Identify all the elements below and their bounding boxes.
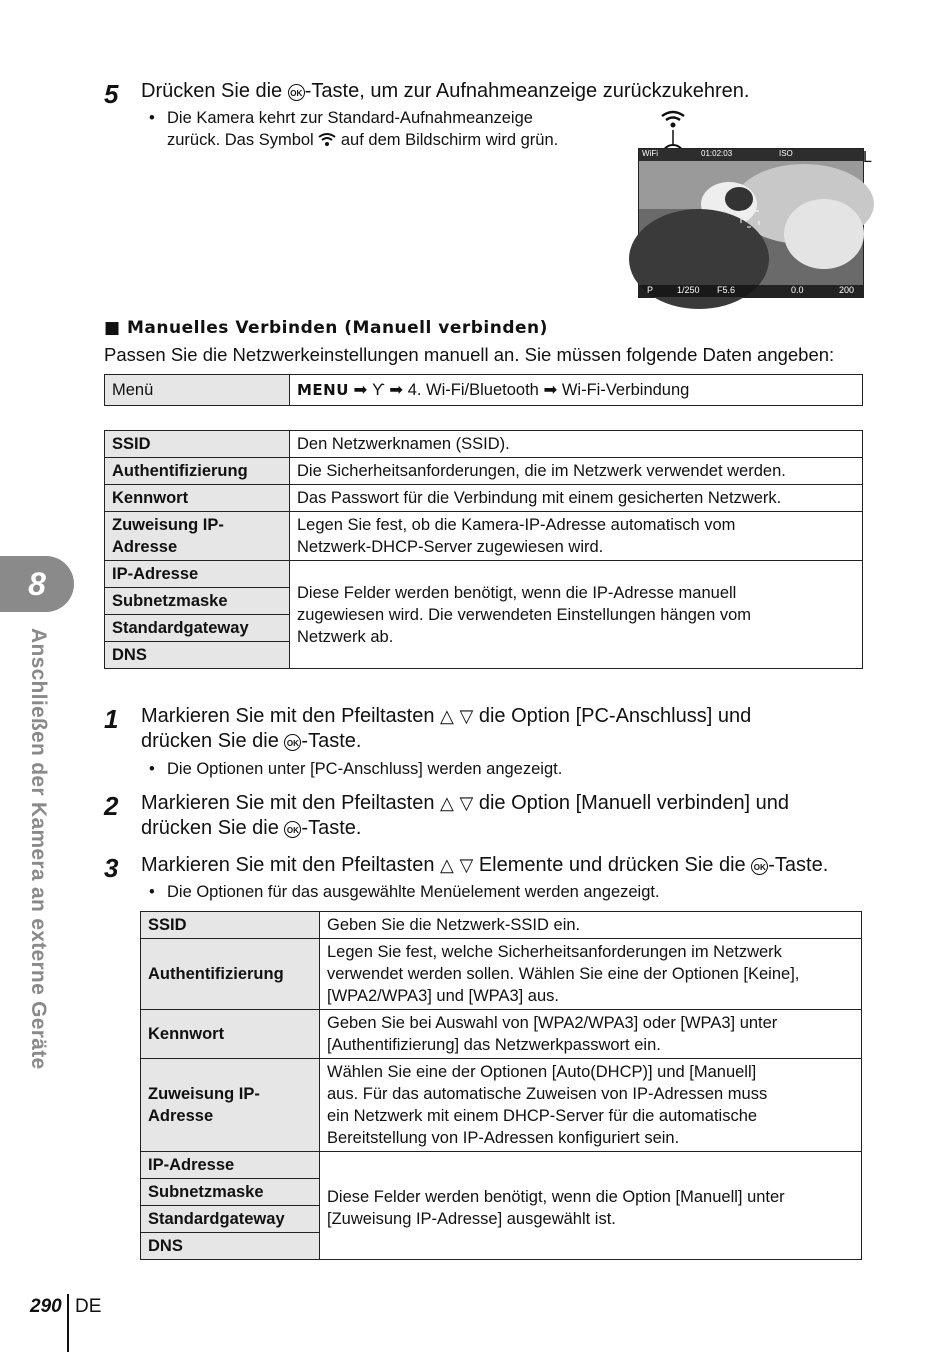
menu-label: Menü: [105, 375, 290, 406]
camera-wifi-label: WiFi: [642, 149, 658, 158]
step-2-text: [141, 791, 789, 841]
step-5-bullet-line2a: zurück. Das Symbol: [167, 131, 319, 149]
section-heading-text: Manuelles Verbinden (Manuell verbinden): [126, 318, 548, 338]
table-value-line: Legen Sie fest, welche Sicherheitsanforderungen im Netzwerk: [327, 943, 782, 961]
table-value-line: [WPA2/WPA3] und [WPA3] aus.: [327, 987, 559, 1005]
arrow-right-icon: ➡: [389, 381, 404, 399]
step-5-bullet-line2b: auf dem Bildschirm wird grün.: [336, 131, 559, 149]
ok-button-icon: OK: [284, 821, 301, 838]
arrow-down-icon: ▽: [459, 793, 474, 813]
chapter-title-text: Anschließen der Kamera an externe Geräte: [27, 628, 50, 1070]
step-2-line2: [141, 816, 789, 841]
table-value-line: Diese Felder werden benötigt, wenn die IP-Adresse manuell: [297, 583, 737, 602]
chapter-title-vertical: [26, 628, 56, 1118]
table-key: Subnetzmaske: [105, 588, 290, 615]
footer-divider: [67, 1294, 69, 1352]
table-value-line: aus. Für das automatische Zuweisen von IP-Adressen muss: [327, 1085, 768, 1103]
table-key: SSID: [141, 912, 320, 939]
camera-iso-label: ISO: [779, 149, 793, 158]
bullet-dot: •: [149, 883, 155, 901]
step-1-line2: [141, 729, 751, 754]
step-2-line2a: drücken Sie die: [141, 817, 285, 839]
table-value-line: Bereitstellung von IP-Adressen konfiguriert sein.: [327, 1129, 680, 1147]
camera-aperture: F5.6: [717, 285, 736, 295]
arrow-down-icon: ▽: [459, 855, 474, 875]
table-row: [141, 1152, 862, 1179]
step-3-line1c: -Taste.: [768, 854, 829, 876]
step-1-line1a: Markieren Sie mit den Pfeiltasten: [141, 705, 441, 727]
network-fields-table: [104, 430, 863, 669]
table-value: Die Sicherheitsanforderungen, die im Netzwerk verwendet werden.: [290, 458, 863, 485]
square-bullet-icon: ■: [104, 318, 121, 338]
table-key: [105, 512, 290, 561]
table-key: Standardgateway: [141, 1206, 320, 1233]
table-row: [141, 1059, 862, 1152]
camera-battery: L: [863, 149, 872, 166]
table-value: [320, 1059, 862, 1152]
arrow-up-icon: △: [440, 706, 454, 726]
step-5-bullet-line2: [167, 129, 558, 151]
camera-photo: [639, 149, 863, 297]
table-value-line: verwendet werden sollen. Wählen Sie eine der Optionen [Keine],: [327, 965, 800, 983]
table-key-line: Adresse: [148, 1107, 214, 1125]
step-3-line1a: Markieren Sie mit den Pfeiltasten: [141, 854, 441, 876]
table-key: Authentifizierung: [105, 458, 290, 485]
table-key: Subnetzmaske: [141, 1179, 320, 1206]
step-1-number: 1: [104, 704, 119, 734]
table-key: DNS: [141, 1233, 320, 1260]
chapter-tab: 8: [0, 556, 74, 612]
step-2-line2b: -Taste.: [301, 817, 362, 839]
arrow-up-icon: △: [440, 855, 454, 875]
arrow-right-icon: ➡: [543, 381, 558, 399]
table-value: Den Netzwerknamen (SSID).: [290, 431, 863, 458]
bullet-dot: •: [149, 109, 155, 127]
step-2-line1a: Markieren Sie mit den Pfeiltasten: [141, 792, 441, 814]
table-value-line: Legen Sie fest, ob die Kamera-IP-Adresse automatisch vom: [297, 516, 736, 534]
camera-shutter: 1/250: [677, 285, 700, 295]
menu-path-table: [104, 374, 863, 406]
ok-button-icon: OK: [284, 734, 301, 751]
settings-options-table: [140, 911, 862, 1260]
step-5-bullet-line1: Die Kamera kehrt zur Standard-Aufnahmeanzeige: [167, 109, 533, 127]
step-3-line1b: Elemente und drücken Sie die: [473, 854, 752, 876]
table-value: [320, 1010, 862, 1059]
table-row: [105, 485, 863, 512]
table-value-line: Wählen Sie eine der Optionen [Auto(DHCP)] und [Manuell]: [327, 1063, 757, 1081]
table-key: Authentifizierung: [141, 939, 320, 1010]
table-value: [290, 561, 863, 669]
table-key: IP-Adresse: [141, 1152, 320, 1179]
table-row: [105, 512, 863, 561]
camera-mode: P: [647, 285, 654, 295]
arrow-down-icon: ▽: [459, 706, 474, 726]
table-key: Standardgateway: [105, 615, 290, 642]
step-5-text-b: -Taste, um zur Aufnahmeanzeige zurückzukehren.: [304, 80, 750, 102]
camera-counter: 01:02:03: [701, 149, 733, 158]
table-value-line: Netzwerk ab.: [297, 627, 394, 646]
table-key: IP-Adresse: [105, 561, 290, 588]
table-value: Das Passwort für die Verbindung mit einem gesicherten Netzwerk.: [290, 485, 863, 512]
step-2-number: 2: [104, 791, 119, 821]
step-3-number: 3: [104, 853, 119, 883]
table-row: [141, 1010, 862, 1059]
section-heading: [104, 318, 548, 338]
step-3-bullet: [149, 881, 660, 903]
table-key: [141, 1059, 320, 1152]
table-value-line: [Zuweisung IP-Adresse] ausgewählt ist.: [327, 1210, 616, 1228]
table-value-line: ein Netzwerk mit einem DHCP-Server für die automatische: [327, 1107, 758, 1125]
camera-iso-value: 200: [839, 285, 855, 295]
menu-path-b: Wi-Fi-Verbindung: [561, 381, 690, 399]
section-intro: Passen Sie die Netzwerkeinstellungen manuell an. Sie müssen folgende Daten angeben:: [104, 344, 835, 365]
ok-button-icon: OK: [751, 858, 768, 875]
table-value-line: zugewiesen wird. Die verwendeten Einstellungen hängen vom: [297, 605, 752, 624]
ok-button-icon: OK: [288, 84, 305, 101]
step-1-line2a: drücken Sie die: [141, 730, 285, 752]
table-value: [290, 512, 863, 561]
arrow-up-icon: △: [440, 793, 454, 813]
step-1-line1: [141, 704, 751, 729]
camera-ev: 0.0: [791, 285, 804, 295]
table-value-line: Geben Sie bei Auswahl von [WPA2/WPA3] oder [WPA3] unter: [327, 1014, 778, 1032]
step-1-line1b: die Option [PC-Anschluss] und: [473, 705, 752, 727]
step-2-line1: [141, 791, 789, 816]
table-value: [320, 939, 862, 1010]
page-language: DE: [75, 1296, 102, 1317]
step-3-bullet-text: Die Optionen für das ausgewählte Menüelement werden angezeigt.: [167, 883, 660, 901]
table-row: [105, 561, 863, 588]
table-row: [105, 458, 863, 485]
step-1-text: [141, 704, 751, 754]
table-key-line: Adresse: [112, 538, 178, 556]
camera-screen-image: [638, 148, 872, 298]
table-key-line: Zuweisung IP-: [148, 1085, 260, 1103]
menu-keyword: MENU: [297, 381, 349, 399]
table-row: [141, 939, 862, 1010]
table-key: SSID: [105, 431, 290, 458]
table-key: Kennwort: [105, 485, 290, 512]
table-value: Geben Sie die Netzwerk-SSID ein.: [320, 912, 862, 939]
wrench-icon: ϒ: [371, 381, 385, 399]
step-3-text: [141, 853, 828, 878]
step-1-bullet: [149, 758, 563, 780]
arrow-right-icon: ➡: [353, 381, 368, 399]
table-key: Kennwort: [141, 1010, 320, 1059]
step-1-bullet-text: Die Optionen unter [PC-Anschluss] werden angezeigt.: [167, 760, 563, 778]
table-row: [105, 431, 863, 458]
menu-path: [290, 375, 863, 406]
step-5-bullet: [149, 107, 559, 151]
table-key: DNS: [105, 642, 290, 669]
step-2-line1b: die Option [Manuell verbinden] und: [473, 792, 790, 814]
step-5-number: 5: [104, 79, 119, 109]
bullet-dot: •: [149, 760, 155, 778]
wifi-icon: [318, 133, 336, 146]
step-1-line2b: -Taste.: [301, 730, 362, 752]
step-5-text: [141, 79, 749, 104]
table-value-line: [Authentifizierung] das Netzwerkpasswort ein.: [327, 1036, 661, 1054]
page-number: 290: [30, 1296, 62, 1317]
step-5-text-a: Drücken Sie die: [141, 80, 288, 102]
table-value-line: Netzwerk-DHCP-Server zugewiesen wird.: [297, 538, 604, 556]
table-value-line: Diese Felder werden benötigt, wenn die Option [Manuell] unter: [327, 1188, 785, 1206]
menu-path-a: 4. Wi-Fi/Bluetooth: [407, 381, 539, 399]
table-row: [141, 912, 862, 939]
table-value: [320, 1152, 862, 1260]
table-key-line: Zuweisung IP-: [112, 516, 224, 534]
